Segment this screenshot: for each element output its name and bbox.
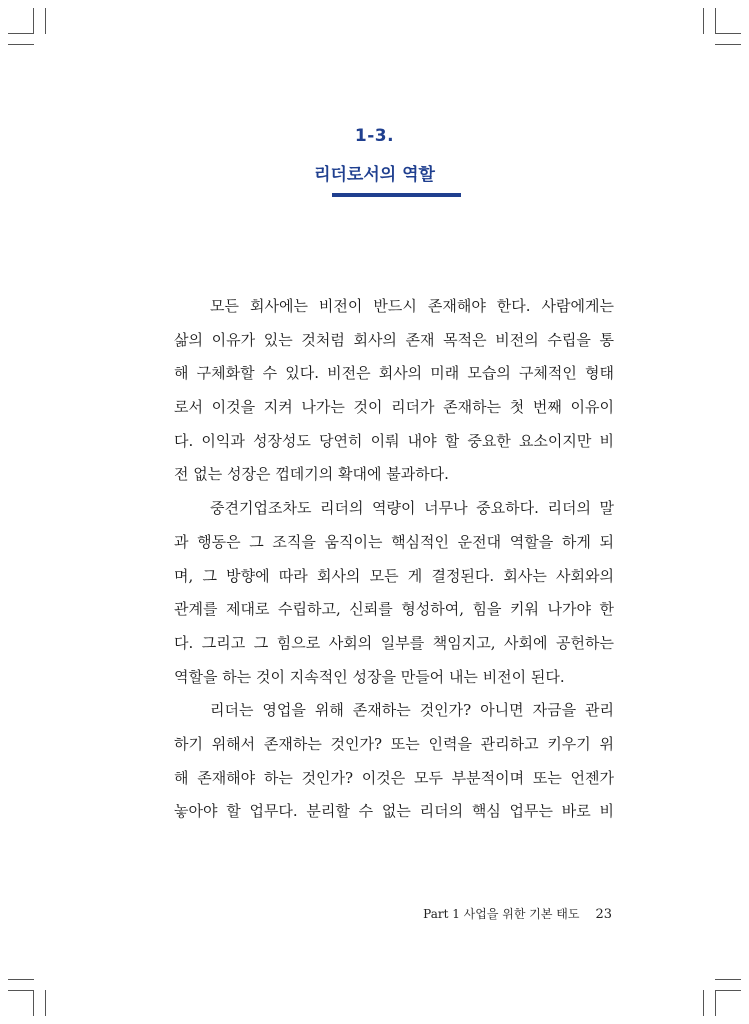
text-line: 다. 이익과 성장성도 당연히 이뤄 내야 할 중요한 요소이지만 비 xyxy=(174,431,614,450)
text-line: 해 존재해야 하는 것인가? 이것은 모두 부분적이며 또는 언젠가 xyxy=(174,768,614,787)
crop-mark-bottom-right-h2 xyxy=(715,990,741,991)
text-line: 역할을 하는 것이 지속적인 성장을 만들어 내는 비전이 된다. xyxy=(174,667,565,686)
crop-mark-top-left-v xyxy=(45,8,46,34)
chapter-title: 리더로서의 역할 xyxy=(314,165,435,185)
crop-mark-bottom-right-h xyxy=(715,979,741,980)
text-line: 며, 그 방향에 따라 회사의 모든 게 결정된다. 회사는 사회와의 xyxy=(174,566,614,585)
title-underline xyxy=(332,193,461,197)
crop-mark-top-right-v2 xyxy=(715,8,716,34)
text-line: 중견기업조차도 리더의 역량이 너무나 중요하다. 리더의 말 xyxy=(210,499,614,518)
text-line: 하기 위해서 존재하는 것인가? 또는 인력을 관리하고 키우기 위 xyxy=(174,734,614,753)
text-line: 해 구체화할 수 있다. 비전은 회사의 미래 모습의 구체적인 형태 xyxy=(174,364,614,383)
crop-mark-bottom-right-v2 xyxy=(715,990,716,1016)
crop-mark-bottom-left-h2 xyxy=(8,990,34,991)
crop-mark-top-right-h2 xyxy=(715,33,741,34)
text-line: 전 없는 성장은 껍데기의 확대에 불과하다. xyxy=(174,465,449,484)
crop-mark-bottom-left-v xyxy=(45,990,46,1016)
text-line: 리더는 영업을 위해 존재하는 것인가? 아니면 자금을 관리 xyxy=(210,701,614,720)
crop-mark-bottom-right-v xyxy=(703,990,704,1016)
text-line: 관계를 제대로 수립하고, 신뢰를 형성하여, 힘을 키워 나가야 한 xyxy=(174,600,614,619)
text-line: 삶의 이유가 있는 것처럼 회사의 존재 목적은 비전의 수립을 통 xyxy=(174,330,614,349)
text-line: 과 행동은 그 조직을 움직이는 핵심적인 운전대 역할을 하게 되 xyxy=(174,532,614,551)
text-line: 로서 이것을 지켜 나가는 것이 리더가 존재하는 첫 번째 이유이 xyxy=(174,398,614,417)
page-number: 23 xyxy=(595,907,612,922)
crop-mark-top-left-v2 xyxy=(33,8,34,34)
text-line: 모든 회사에는 비전이 반드시 존재해야 한다. 사람에게는 xyxy=(210,297,614,315)
page-footer xyxy=(423,905,612,922)
text-line: 다. 그리고 그 힘으로 사회의 일부를 책임지고, 사회에 공헌하는 xyxy=(174,633,614,652)
crop-mark-top-left-h2 xyxy=(8,33,34,34)
chapter-heading xyxy=(0,126,749,185)
crop-mark-bottom-left-v2 xyxy=(33,990,34,1016)
crop-mark-top-right-h xyxy=(715,44,741,45)
crop-mark-top-left-h xyxy=(8,44,34,45)
body-text xyxy=(174,290,614,829)
crop-mark-top-right-v xyxy=(703,8,704,34)
crop-mark-bottom-left-h xyxy=(8,979,34,980)
chapter-number: 1-3. xyxy=(354,126,395,146)
text-line: 놓아야 할 업무다. 분리할 수 없는 리더의 핵심 업무는 바로 비 xyxy=(174,802,614,821)
running-footer-part: Part 1 사업을 위한 기본 태도 xyxy=(423,907,580,921)
